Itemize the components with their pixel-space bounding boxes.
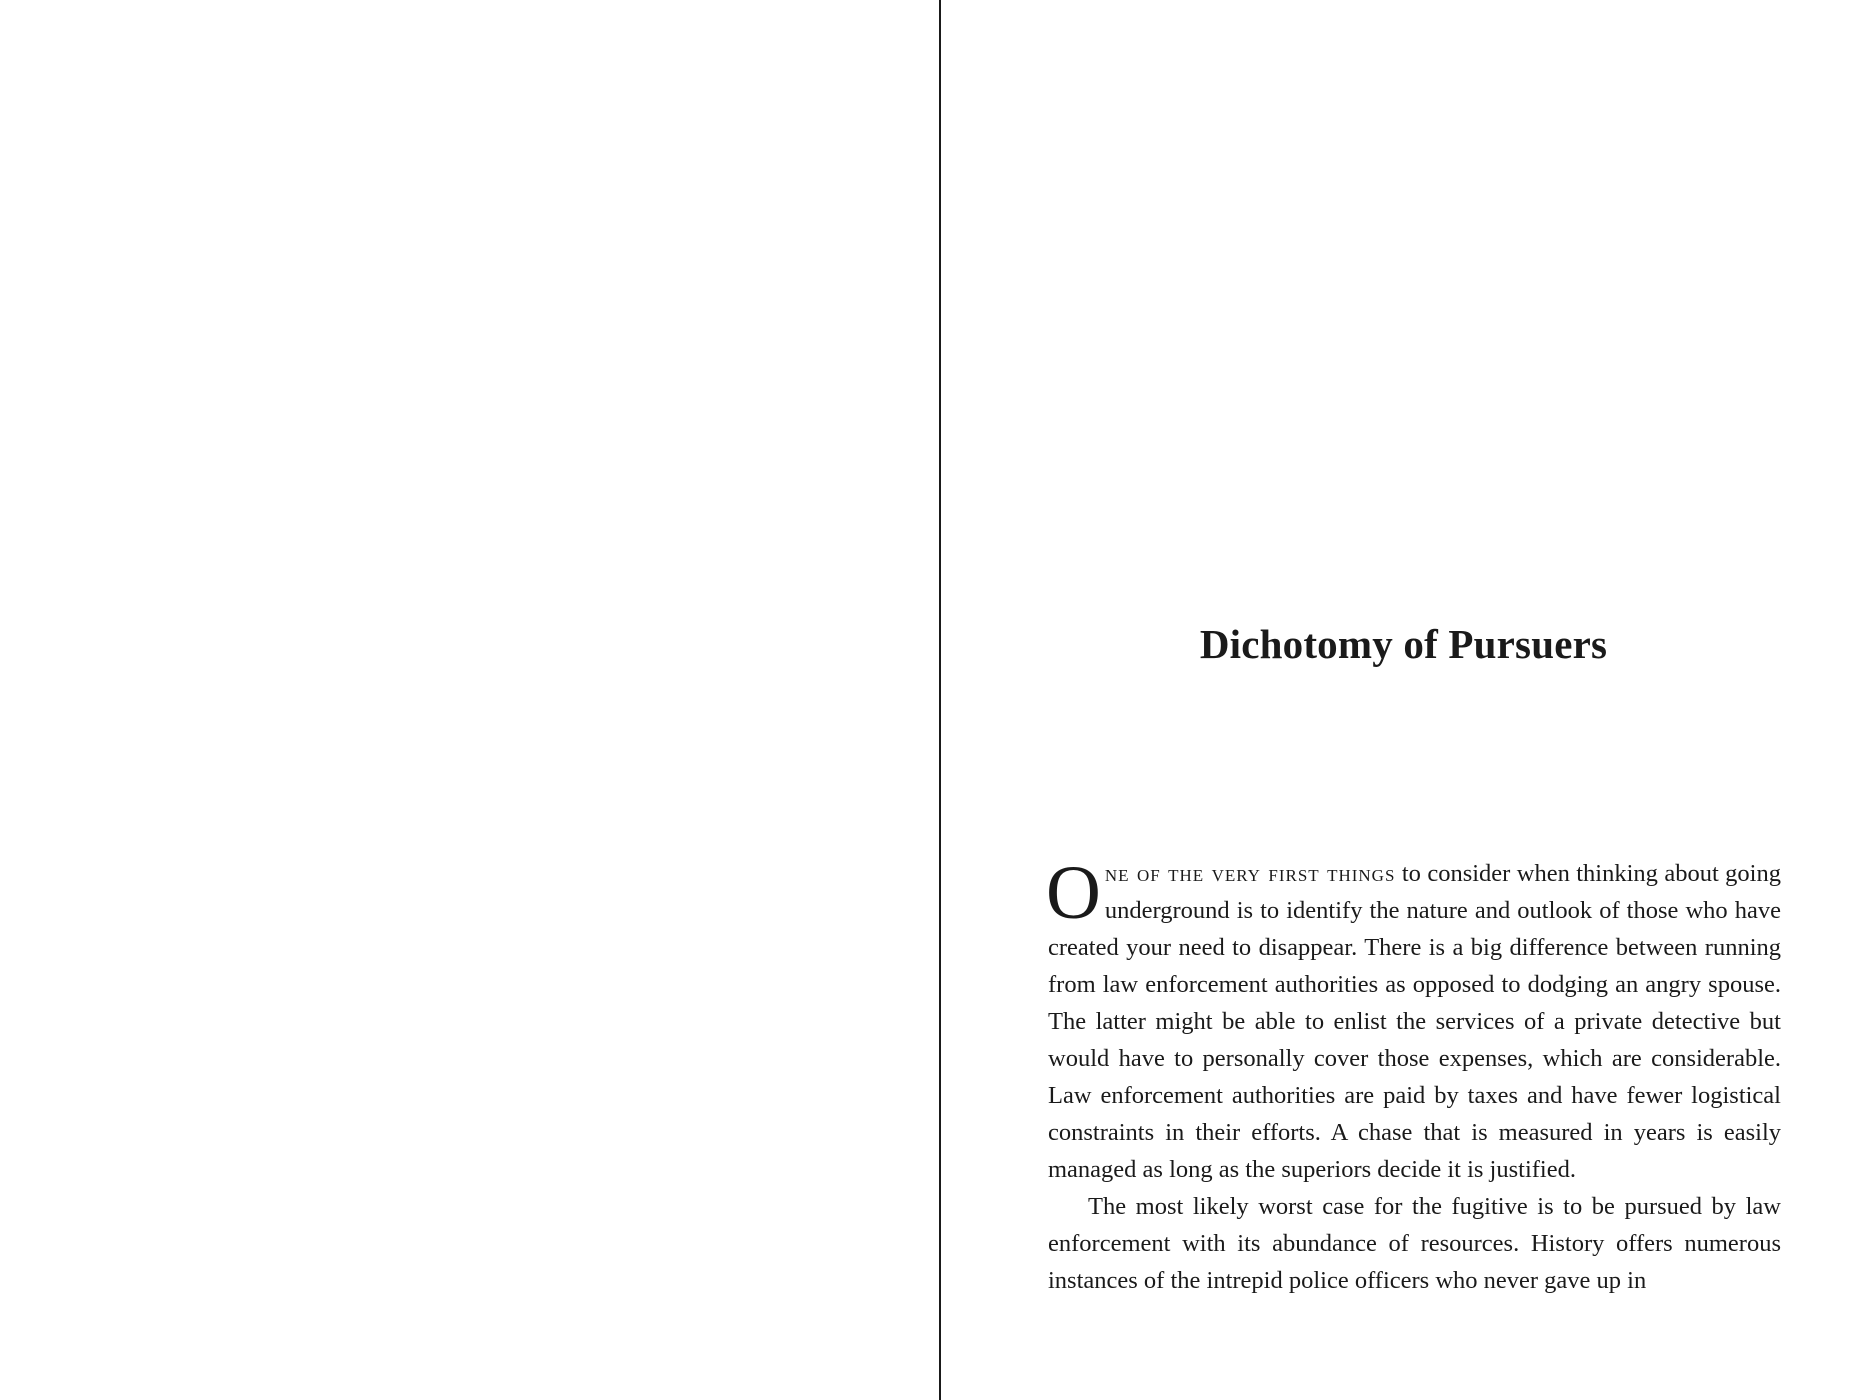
paragraph-1-text: to consider when thinking about going underground is to identify the nature and outlook of those who have created your need to disappear. There is a big difference between running from law enforcement authorities as opposed to dodging an angry spouse. The latter might be able to enlist the services of a private detective but would have to personally cover those expenses, which are considerable. Law enforcement authorities are paid by taxes and have fewer logistical constraints in their efforts. A chase that is measured in years is easily managed as long as the superiors decide it is justified. bbox=[1048, 860, 1781, 1183]
chapter-body bbox=[1046, 851, 1781, 1299]
chapter-title: Dichotomy of Pursuers bbox=[1199, 621, 1608, 667]
paragraph-1 bbox=[1046, 851, 1781, 1188]
drop-cap: O bbox=[1046, 851, 1101, 935]
paragraph-1-lead: ne of the very first things bbox=[1104, 860, 1396, 887]
right-page bbox=[941, 0, 1866, 1400]
paragraph-2: The most likely worst case for the fugitive is to be pursued by law enforcement with its abundance of resources. History offers numerous instances of the intrepid police officers who never gave up in bbox=[1048, 1193, 1781, 1294]
